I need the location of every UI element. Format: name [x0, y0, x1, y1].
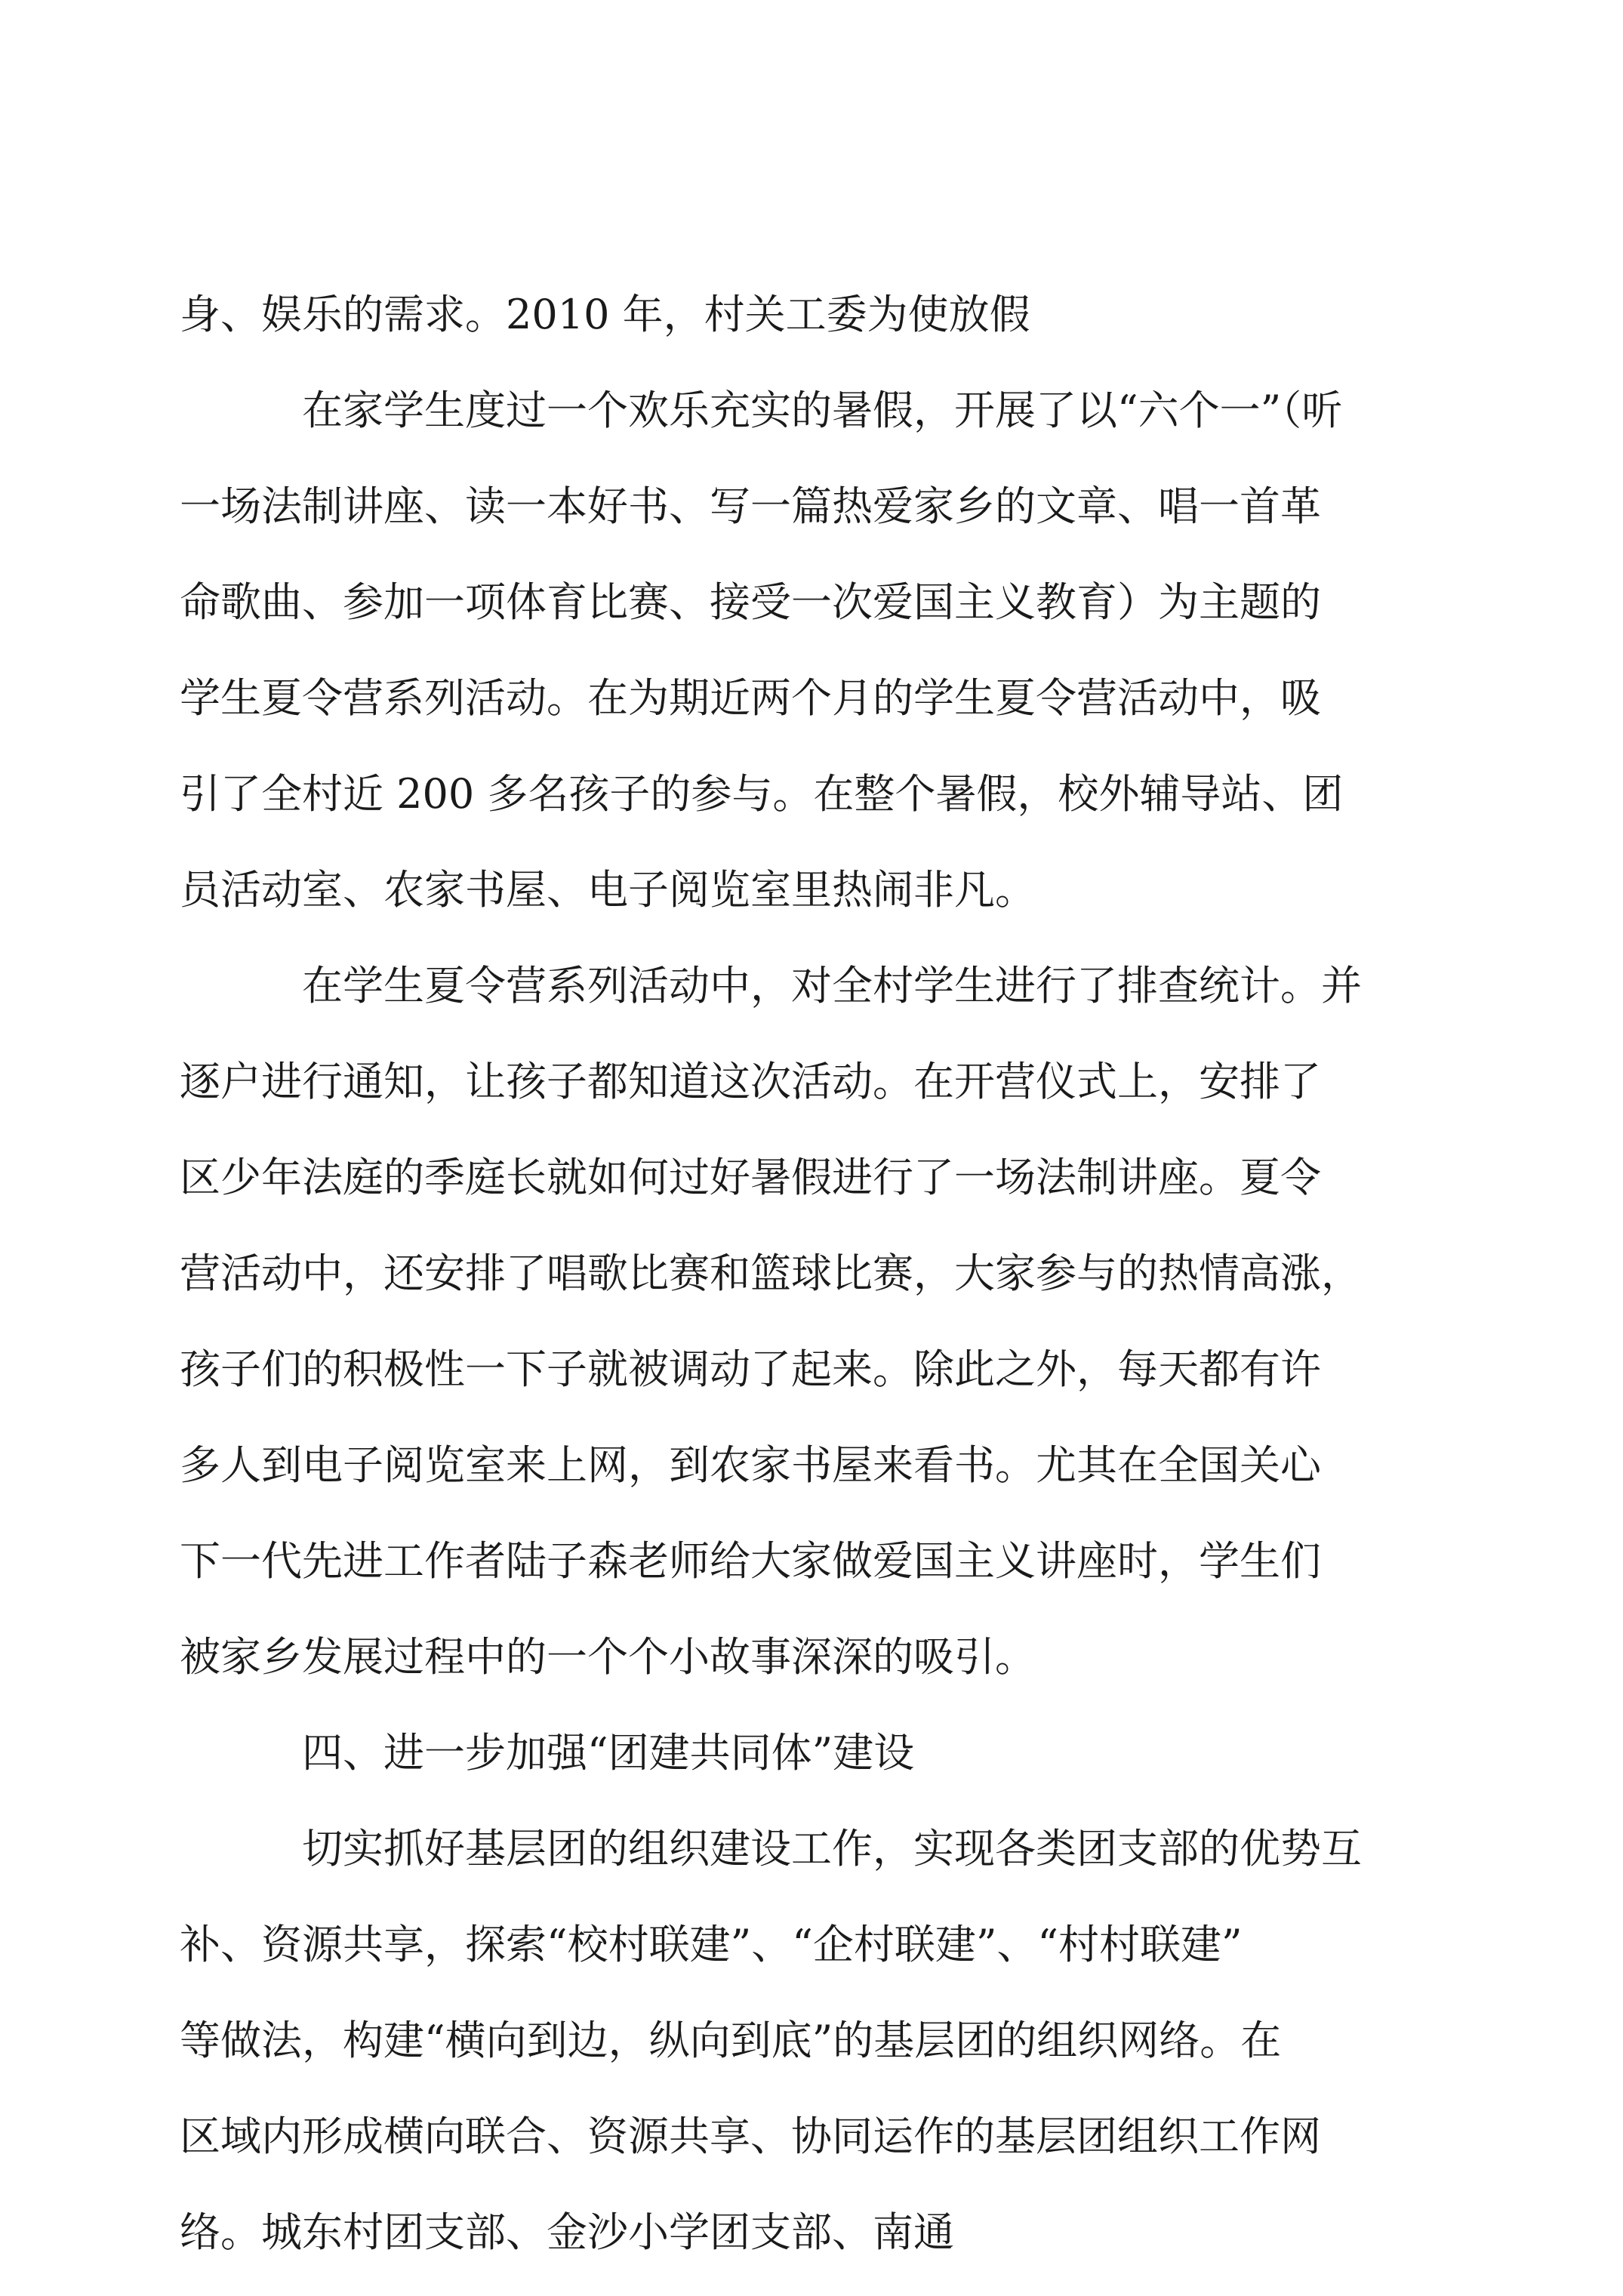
text-line-8: 在学生夏令营系列活动中，对全村学生进行了排查统计。并	[302, 962, 1362, 1009]
section-heading: 四、进一步加强“团建共同体”建设	[302, 1729, 915, 1777]
text-line-18: 补、资源共享，探索“校村联建”、“企村联建”、“村村联建”	[180, 1921, 1243, 1968]
text-line-3: 一场法制讲座、读一本好书、写一篇热爱家乡的文章、唱一首革	[180, 482, 1321, 530]
text-line-1: 身、娱乐的需求。2010 年，村关工委为使放假	[180, 291, 1030, 338]
text-line-6: 引了全村近 200 多名孩子的参与。在整个暑假，校外辅导站、团	[180, 770, 1344, 818]
text-line-21: 络。城东村团支部、金沙小学团支部、南通	[180, 2208, 954, 2256]
text-line-10: 区少年法庭的季庭长就如何过好暑假进行了一场法制讲座。夏令	[180, 1154, 1321, 1201]
text-line-17: 切实抓好基层团的组织建设工作，实现各类团支部的优势互	[302, 1825, 1362, 1872]
text-line-12: 孩子们的积极性一下子就被调动了起来。除此之外，每天都有许	[180, 1345, 1321, 1393]
text-line-15: 被家乡发展过程中的一个个小故事深深的吸引。	[180, 1633, 1036, 1681]
text-line-7: 员活动室、农家书屋、电子阅览室里热闹非凡。	[180, 866, 1036, 914]
text-line-4: 命歌曲、参加一项体育比赛、接受一次爱国主义教育）为主题的	[180, 578, 1321, 626]
text-line-9: 逐户进行通知，让孩子都知道这次活动。在开营仪式上，安排了	[180, 1058, 1321, 1105]
text-line-14: 下一代先进工作者陆子森老师给大家做爱国主义讲座时，学生们	[180, 1537, 1321, 1585]
text-line-11: 营活动中，还安排了唱歌比赛和篮球比赛，大家参与的热情高涨，	[180, 1250, 1362, 1297]
text-line-20: 区域内形成横向联合、资源共享、协同运作的基层团组织工作网	[180, 2113, 1321, 2160]
text-line-5: 学生夏令营系列活动。在为期近两个月的学生夏令营活动中，吸	[180, 674, 1321, 722]
text-line-13: 多人到电子阅览室来上网，到农家书屋来看书。尤其在全国关心	[180, 1441, 1321, 1489]
text-line-2: 在家学生度过一个欢乐充实的暑假，开展了以“六个一”（听	[302, 387, 1343, 434]
text-line-19: 等做法，构建“横向到边，纵向到底”的基层团的组织网络。在	[180, 2017, 1282, 2064]
